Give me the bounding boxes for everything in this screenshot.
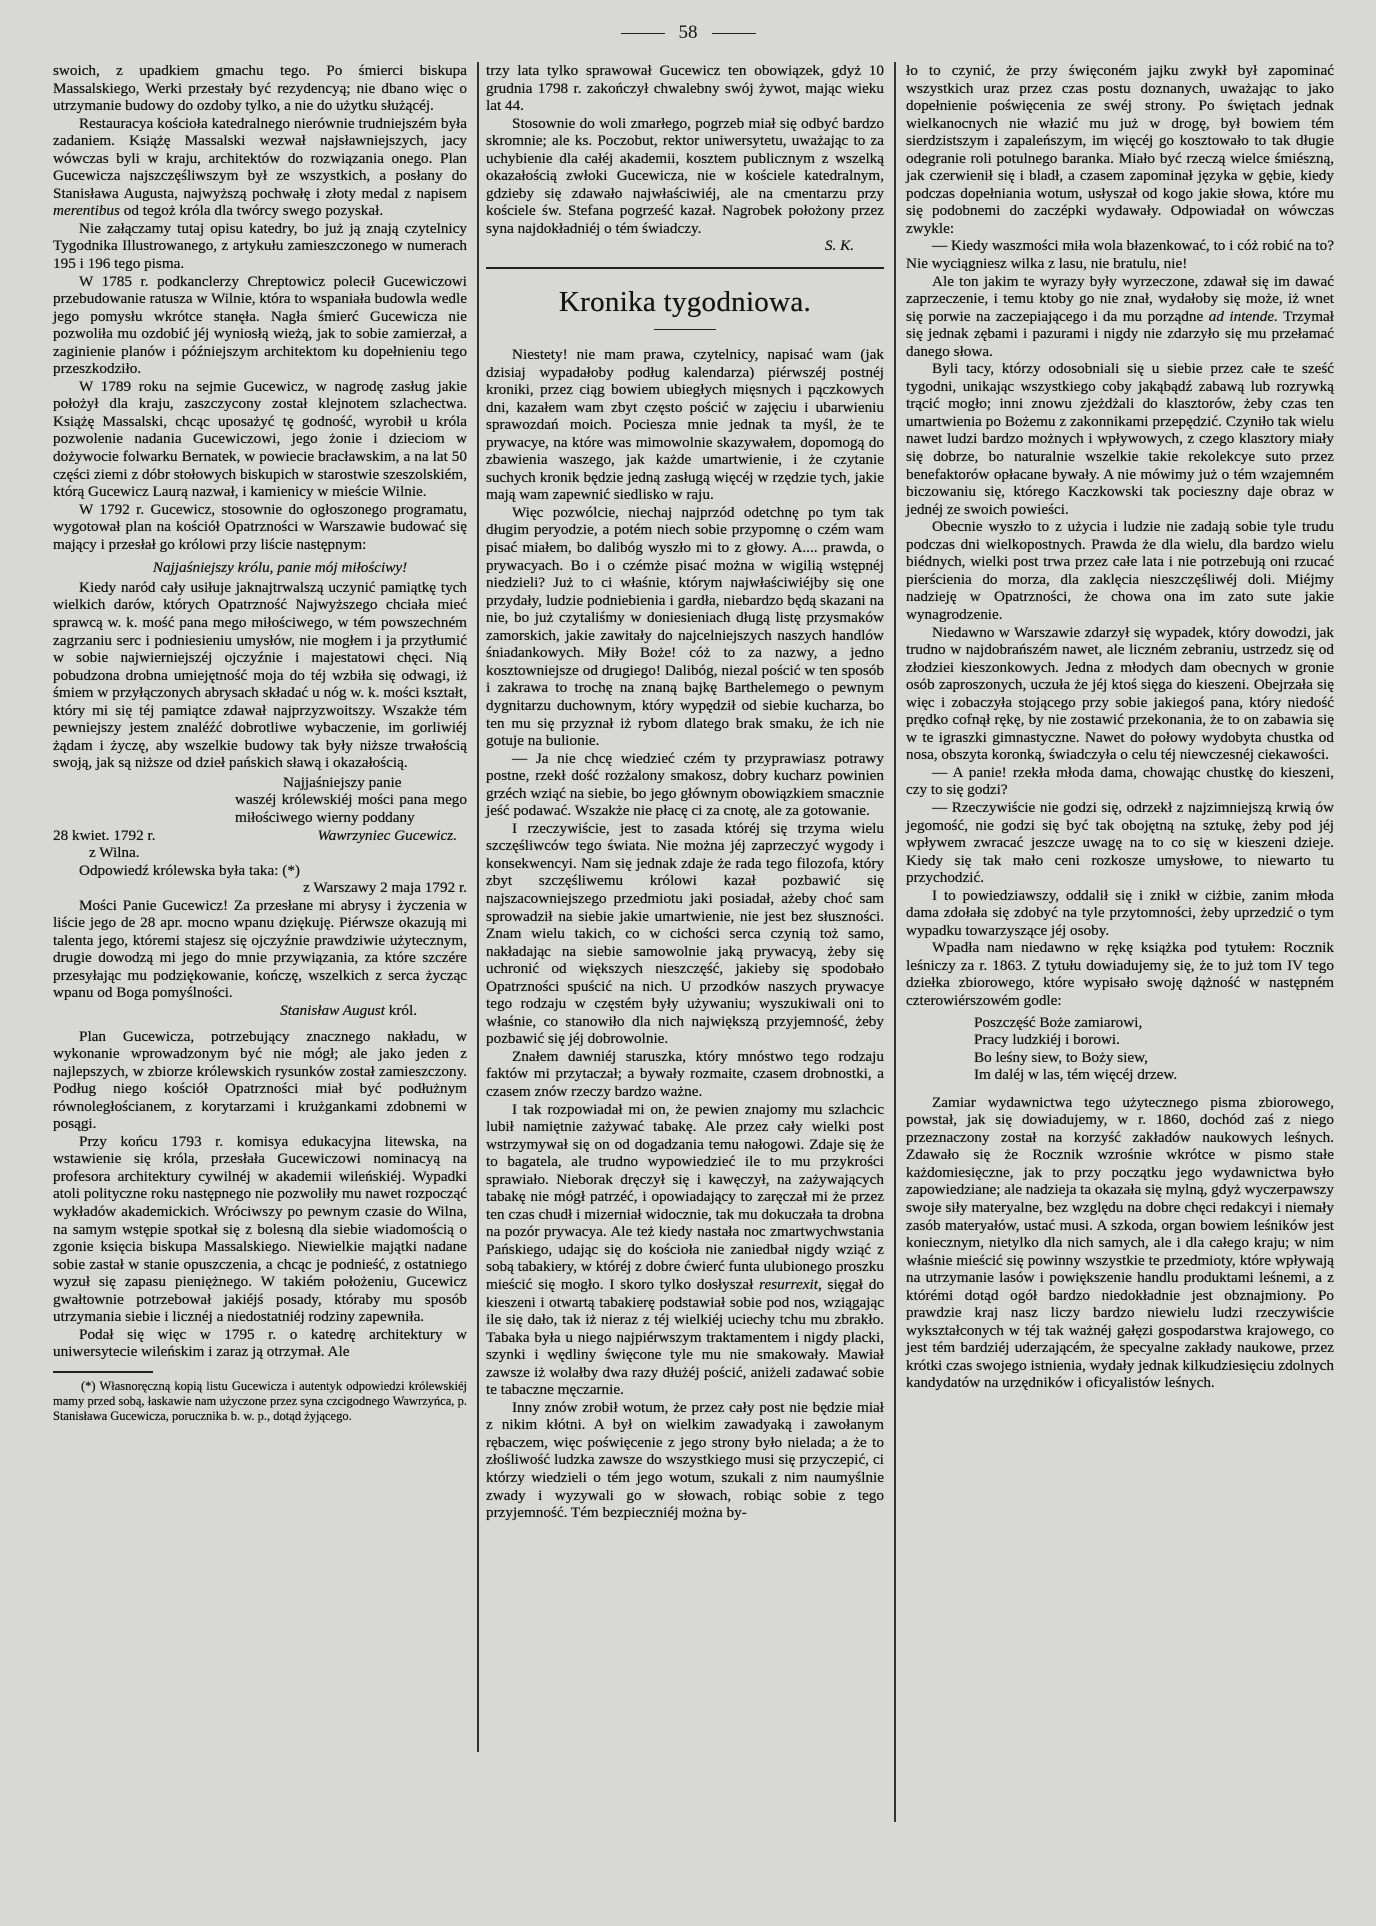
text-run: I tak rozpowiadał mi on, że pewien znajomy mu szlachcic lubił namiętnie zażywać tabakę. Ale przez cały wielki post wstrzymywał się on od dogadzania temu nałogowi. Zdaje się że to bagatela, ale trudno wypowiedzieć ile to mu przykrości sprawiało. Nieborak dręczył się i kawęczył, na zażywających tabakę nie mógł patrzéć, i opowiadający to zaręczał mi że przez ten czas chudł i mizerniał widocznie, tak mu dokuczała ta drobna na pozór prywacya. Ale też kiedy nastała noc zmartwychwstania Pańskiego, udając się do kościoła nie zaniedbał nigdy wziąć z sobą tabakiery, w któréj z dobre ćwierć funta ulubionego proszku mieścić się mogło. I skoro tylko dosłyszał: [486, 1100, 884, 1293]
paragraph: W 1785 r. podkanclerzy Chreptowicz polecił Gucewiczowi przebudowanie ratusza w Wilnie, która to wspaniała budowla wedle jego pomysłu wkrótce stanęła. Nagła śmierć Gucewicza nie pozwoliła mu ozdobić jéj wyniosłą wieżą, jak to sobie zamierzał, a zaginienie planów i późniejszym architektom ku dopełnieniu tego przeszkodziło.: [53, 272, 467, 378]
text-run: król.: [384, 1001, 417, 1019]
paragraph: Mości Panie Gucewicz! Za przesłane mi abrysy i życzenia w liście jego de 28 apr. mocno wpanu dziękuję. Piérwsze okazują mi talenta jego, któremi stajesz się ojczyźnie prawdziwie użytecznym, drugie dowodzą mi jego do mnie przywiązania, za które szczére przesyłając mu podziękowanie, kończę, wszelkich z serca życząc wpanu od Boga pomyślności.: [53, 896, 467, 1002]
column-divider: [477, 62, 479, 1752]
paragraph: Inny znów zrobił wotum, że przez cały post nie będzie miał z nikim kłótni. A był on wielkim zawadyaką i zawołanym rębaczem, więc poświęcenie z jego strony było nielada; a że to złośliwość ludzka zawsze do wszystkiego musi się przyczepić, ci którzy wiedzieli o tém jego wotum, szukali z nim naumyślnie zwady i wyzywali go w słowach, robiąc sobie z tego przyjemność. Tém bezpieczniéj można by-: [486, 1398, 884, 1522]
verse-line: Im daléj w las, tém więcéj drzew.: [974, 1066, 1178, 1084]
letter-salutation: Najjaśniejszy królu, panie mój miłościwy!: [152, 559, 408, 577]
verse-line: Bo leśny siew, to Boży siew,: [974, 1048, 1148, 1066]
paragraph-continued: swoich, z upadkiem gmachu tego. Po śmierci biskupa Massalskiego, Werki przestały być rezydencyą; nie dbano więc o utrzymanie budowy do ozdoby tylko, a nie do użytku służącéj.: [53, 62, 467, 115]
paragraph: [486, 1101, 884, 1399]
title-underline: [654, 329, 716, 330]
author-initials: S. K.: [824, 237, 854, 255]
letter-dateline: z Warszawy 2 maja 1792 r.: [303, 879, 467, 897]
paragraph: Niedawno w Warszawie zdarzył się wypadek, który dowodzi, jak trudno w najdobrańszém nawet, ale liczném zebraniu, ustrzedz się od złodziei kieszonkowych. Jedna z młodych dam obecnych w gronie osób zaproszonych, uczuła że jéj ktoś sięga do kieszeni. Obejrzała się więc i zobaczyła stojącego przy sobie jakiegoś pana, który niedość prędko cofnął rękę, by nie zostawić przekonania, że to on zabawia się w te igraszki gimnastyczne. Nawet do połowy wydobyta chustka od nosa, obszyta koronką, świadczyła o celu téj niewczesnéj ciekawości.: [906, 623, 1334, 764]
page-header: [0, 22, 1376, 44]
verse-line: Pracy ludzkiéj i borowi.: [974, 1031, 1120, 1049]
text-run: Restauracya kościoła katedralnego nierównie trudniejszém była zadaniem. Książę Massalski wezwał najsławniejszych, jacy wówczas byli w kraju, architektów do rozwiązania onego. Plan Gucewicza najszczęśliwszym był ze wszystkich, a posłany do Stanisława Augusta, najwyższą pochwałę i złoty medal z napisem: [53, 114, 467, 202]
letter-date: 28 kwiet. 1792 r.: [53, 826, 156, 844]
paragraph: W 1789 roku na sejmie Gucewicz, w nagrodę zasług jakie położył dla kraju, zaszczycony został klejnotem szlachectwa. Książę Massalski, chcąc uposażyć tę godność, wyrobił u króla pozwolenie nadania Gucewiczowi, jego żonie i dzieciom w dożywocie folwarku Bernatek, w powiecie bracławskim, a na lat 50 części ziemi z dóbr stołowych biskupich w starostwie szeszolskiém, którą Gucewicz Laurą nazwał, i kamienicy w mieście Wilnie.: [53, 377, 467, 501]
section-title: Kronika tygodniowa.: [558, 286, 812, 319]
section-divider: [486, 267, 884, 269]
letter-signature-row: [53, 827, 467, 862]
paragraph: — Kiedy waszmości miła wola błazenkować, to i cóż robić na to? Nie wyciągniesz wilka z lasu, nie bratulu, nie!: [906, 237, 1334, 273]
text-run: od tegoż króla dla twórcy swego pozyskał.: [119, 202, 384, 220]
letter-closing: [235, 774, 467, 827]
italic-text: Stanisław August: [280, 1001, 385, 1019]
paragraph: Plan Gucewicza, potrzebujący znacznego nakładu, w wykonanie wprowadzonym być nie mógł; ale jako jeden z najlepszych, w zbiorze królewskich rysunków został zamieszczony. Podług niego kościół Opatrzności miał być podłużnym równoległościanem, z korytarzami i krużgankami zdobnemi w posągi.: [53, 1027, 467, 1133]
paragraph: Obecnie wyszło to z użycia i ludzie nie zadają sobie tyle trudu podczas dni wielkopostnych. Prawda że dla wielu, dla bardzo wielu biédnych, wielki post trwa przez całe lata i nie potrzebują oni rzucać pierścienia do morza, dla zaklęcia nieszczęśliwéj doli. Miéjmy nadzieję w Opatrzności, że chowa ona im zato sute jakie wynagrodzenie.: [906, 518, 1334, 623]
italic-text: resurrexit: [759, 1276, 818, 1293]
header-rule-right: [712, 33, 756, 34]
royal-signature: [53, 1002, 417, 1020]
paragraph: Odpowiedź królewska była taka: (*): [79, 861, 300, 879]
footnote: (*) Własnoręczną kopią listu Gucewicza i autentyk odpowiedzi królewskiéj mamy przed sobą, łaskawie nam użyczone przez syna czcigodnego Wawrzyńca, p. Stanisława Gucewicza, porucznika b. w. p., dotąd żyjącego.: [53, 1378, 467, 1423]
paragraph: Byli tacy, którzy odosobniali się u siebie przez całe te sześć tygodni, unikając wszystkiego coby jakąbądź zabawą lub rozrywką trącić mogło; inni znowu zjeżdżali do klasztorów, żeby czas ten umartwienia po Bożemu z zakonnikami przepędzić. Czyniło tak wielu nawet ludzi bardzo możnych i wpływowych, z czego klasztory miały się dobrze, bo naturalnie wszelkie takie rekolekcye suto przez benefaktorów opłacane bywały. A nie mówimy już o tém wzajemném biczowaniu się, którego Kaczkowski tak pocieszny daje obraz w jednéj ze swoich powieści.: [906, 360, 1334, 518]
letter-date-place: [53, 827, 156, 862]
paragraph: Znałem dawniéj staruszka, który mnóstwo tego rodzaju faktów mi przytaczał; a bywały rozmaite, czasem drobnostki, a czasem znów rzeczy bardzo ważne.: [486, 1047, 884, 1100]
paragraph: Zamiar wydawnictwa tego użytecznego pisma zbiorowego, powstał, jak się dowiadujemy, w r. 1860, dochód zaś z niego przeznaczony został na korzyść zakładów naukowych leśnych. Zdawało się że Rocznik wzrośnie wkrótce w pismo stałe każdomiesięczne, jak to przy początku jego wydawnictwa było zapowiedziane; ale nadzieja ta okazała się mylną, gdyż wyczerpawszy swoje siły materyalne, bez względu na dobre chęci redakcyi i niemały zasób materyałów, ustać musi. A szkoda, organ bowiem leśników jest koniecznym, nietylko dla nich samych, ale i dla całego kraju; w nim właśnie mieścić się powinny wszystkie te przedmioty, które wpływają na utrzymanie lasów i powiększenie handlu produktami leśnemi, a z którémi dotąd ogół bardzo niedokładnie jest obznajmiony. Po prawdzie kraj nasz liczy bardzo niewielu ludzi rzeczywiście wykształconych w téj tak ważnéj gałęzi gospodarstwa krajowego, co jest tém bardziéj uderzającém, że specyalne zakłady naukowe, przez krótki czas swojego istnienia, wydały jednak kilkudziesięciu zdolnych kandydatów na urzędników i oficyalistów leśnych.: [906, 1093, 1334, 1392]
italic-text: ad intende.: [1208, 307, 1278, 325]
footnote-rule: [53, 1371, 153, 1373]
column-divider: [894, 62, 896, 1822]
paragraph: [906, 273, 1334, 361]
page-number: 58: [678, 22, 698, 43]
paragraph: Podał się więc w 1795 r. o katedrę architektury w uniwersytecie wileńskim i zaraz ją otrzymał. Ale: [53, 1325, 467, 1361]
closing-line: waszéj królewskiéj mości pana mego miłościwego wierny poddany: [235, 791, 467, 826]
text-run: , sięgał do kieszeni i otwartą tabakierę podstawiał sobie pod nos, wziągając ile się dało, tak iż nieraz z téj wielkiéj uciechy tchu mu zbrakło. Tabaka była u niego najpiérwszym traktamentem i nigdy placki, szynki i wędliny święcone tyle mu nie smakowały. Mawiał zawsze iż wolałby dwa razy dłużéj pościć, aniżeli zadawać sobie te tabaczne męczarnie.: [486, 1276, 884, 1399]
paragraph: — A panie! rzekła młoda dama, chowając chustkę do kieszeni, czy to się godzi?: [906, 763, 1334, 799]
paragraph: Wpadła nam niedawno w rękę książka pod tytułem: Rocznik leśniczy za r. 1863. Z tytułu dowiadujemy się, że to już tom IV tego dziełka zbiorowego, które wypisało swoję dążność w następném czterowiérszowém godle:: [906, 939, 1334, 1009]
paragraph-continued: trzy lata tylko sprawował Gucewicz ten obowiązek, gdyż 10 grudnia 1798 r. zakończył chwalebny swój żywot, mając wieku lat 44.: [486, 62, 884, 115]
paragraph: Niestety! nie mam prawa, czytelnicy, napisać wam (jak dzisiaj wypadałoby podług kalendarza) piérwszéj postnéj kroniki, przez ciąg bowiem ubiegłych mięsnych i pączkowych dni, kazałem wam zbyt często pościć w zajęciu i ubarwieniu sprawozdań moich. Pociesza mnie jednak ta myśl, że te prywacye, na które was mimowolnie skazywałem, dopomogą do zbawienia waszego, jak każde umartwienie, i że czytanie suchych kronik będzie jedną zasługą więcéj w rzędzie tych, jakie mają wam zapewnić siedlisko w raju.: [486, 346, 884, 504]
paragraph-continued: ło to czynić, że przy święconém jajku zwykł był zapominać wszystkich uraz przez czas postu doznanych, uważając to jako dopełnienie poświęcenia ze swéj strony. Po świętach jednak wielkanocnych nie włazić mu już w drogę, był bowiem tém sierdzistszym i zapaleńszym, im więcéj go kosztowało to tak długie odegranie roli potulnego baranka. Miało być rzeczą wielce śmiészną, jak czerwienił się i bladł, a czasem zapominał języka w gębie, kiedy podczas dopełniania wotum, usłyszał od kogo jakie słowa, które mu się podobnemi do zaczépki wydawały. Odpowiadał on wówczas zwykle:: [906, 62, 1334, 237]
column-2: [486, 62, 884, 1522]
closing-line: Najjaśniejszy panie: [283, 773, 402, 791]
paragraph: Stosownie do woli zmarłego, pogrzeb miał się odbyć bardzo skromnie; ale ks. Poczobut, rektor uniwersytetu, uważając to za uchybienie dla całéj akademii, kosztem publicznym z wszelką okazałością zwłoki Gucewicza, nie w kościele katedralnym, gdzieby się zdawało najwłaściwiéj, ale na cmentarzu przy kościele św. Stefana pogrześć kazał. Nagrobek położony przez syna najdokładniéj o tém świadczy.: [486, 114, 884, 237]
motto-verse: [974, 1014, 1334, 1084]
header-rule-left: [621, 33, 665, 34]
paragraph: I rzeczywiście, jest to zasada któréj się trzyma wielu szczęśliwców tego świata. Nie można jéj zaprzeczyć wygody i konsekwencyi. Nam się jednak zdaje że rada tego filozofa, który zbyt szczęśliwemu królowi kazał pozbawić się najszacowniejszego przedmiotu jaki posiadał, ażeby choć sam sprowadził na siebie jakie umartwienie, nie jest bez słuszności. Znam wielu takich, co w cichości serca czynią toż samo, nakładając na siebie samowolnie jaką prywacyą, żeby się uchronić od większych nieszczęść, jakieby się spodobało Opatrzności spuścić na nich. U przodków naszych prywacye tego rodzaju w częstém były używaniu; wyszukiwali oni to właśnie, co stanowiło dla nich największą przyjemność, żeby pozbawić się jéj dobrowolnie.: [486, 819, 884, 1048]
column-3: [906, 62, 1334, 1392]
verse-line: Poszczęść Boże zamiarowi,: [974, 1013, 1143, 1031]
paragraph: Przy końcu 1793 r. komisya edukacyjna litewska, na wstawienie się króla, przesłała Gucewiczowi nominacyą na profesora architektury cywilnéj w akademii wileńskiéj. Wypadki atoli polityczne roku następnego nie pozwoliły mu nawet rozpocząć wykładów akademickich. Wróciwszy po pewnym czasie do Wilna, na samym wstępie spotkał się z bolesną dla siebie wiadomością o zgonie księcia biskupa Massalskiego. Niewielkie majątki nadane sobie zastał w stanie opuszczenia, a chcąc je podnieść, z ostatniego wyzuł się zapasu pieniężnego. W takiém położeniu, Gucewicz gwałtownie potrzebował jakiéjś posady, któraby mu sposób utrzymania siebie i licznéj a niedostatniéj rodziny zapewniła.: [53, 1132, 467, 1326]
italic-text: merentibus: [53, 202, 120, 220]
paragraph: W 1792 r. Gucewicz, stosownie do ogłoszonego programatu, wygotował plan na kościół Opatrzności w Warszawie budować się mający i przesłał go królowi przy liście następnym:: [53, 500, 467, 553]
letter-signature: Wawrzyniec Gucewicz.: [317, 826, 457, 844]
text-run: Trzymał się jednak zębami i pazurami i nigdy nie zdarzyło się mu przełamać danego słowa.: [906, 307, 1335, 360]
paragraph: I to powiedziawszy, oddalił się i znikł w ciżbie, zanim młoda dama zdołała się zdobyć na tyle przytomności, żeby uprzedzić o tym wypadku towarzyszące jéj osoby.: [906, 886, 1334, 939]
paragraph: Więc pozwólcie, niechaj najprzód odetchnę po tym tak długim peryodzie, a potém niech sobie przypomnę o czém wam pisać miałem, bo dalibóg wyszło mi to z głowy. A.... prawda, o prywacyach. Bo i o czémże pisać można w wigilią wstępnéj niedzieli? Już to ci właśnie, którym najwłaściwiéjby się one przydały, ludzie podniebienia i gardła, niebardzo będą skazani na nie, bo już czytaliśmy w doniesieniach długą listę przysmaków zamorskich, jakie zawitały do najcelniejszych naszych handlów śniadankowych. Miły Boże! cóż to za nazwy, a jedno kosztowniejsze od drugiego! Dalibóg, niezal pościć w ten sposób i zakrawa to trochę na znaną bajkę Barthelemego o pewnym dygnitarzu duchownym, który wypędził od siebie kucharza, bo ten mu się przyznał iż rybom dlatego brak smaku, że ich nie gotuje na bulionie.: [486, 503, 884, 750]
paragraph: — Rzeczywiście nie godzi się, odrzekł z najzimniejszą krwią ów jegomość, nie godzi się być tak obojętną na sztukę, żeby pod jéj wpływem zwracać jeszcze uwagę na to co się w kieszeni dzieje. Kiedy się tak mało ceni rozkosze umysłowe, to niewarto tu przychodzić.: [906, 798, 1334, 887]
text-run: Ale ton jakim te wyrazy były wyrzeczone, zdawał się im dawać zaprzeczenie, i temu ktoby go nie znał, wydałoby się może, iż wnet się porwie na zaczepiającego i da mu porządne: [906, 272, 1334, 325]
paragraph: Kiedy naród cały usiłuje jaknajtrwalszą uczynić pamiątkę tych wielkich darów, których Opatrzność Najwyższego chciała mieć sprawcą w. k. mość pana mego miłościwego, w tém powszechném zagrzaniu serc i podniesieniu umysłów, nie mogłem i ja przytłumić w sobie najwierniejszéj ojczyźnie i majestatowi chęci. Nią pobudzona drobna umiejętność moja do téj wzbiła się odwagi, iż śmiem w przyłączonych abrysach składać u nóg w. k. mości kształt, który mi się téj pamiątce zdawał najprzyzwoitszy. Wszakże tém pewniejszy jestem znaléźć dobrotliwe wybaczenie, im gorliwiéj żądam i życzę, aby wszelkie budowy tak były niższe trwałością swoją, jak są niższe od dzieł pańskich sławą i okazałością.: [53, 578, 467, 772]
paragraph: [53, 115, 467, 220]
column-1: [53, 62, 467, 1424]
letter-place: z Wilna.: [89, 844, 140, 862]
paragraph: — Ja nie chcę wiedzieć czém ty przyprawiasz potrawy postne, rzekł dość rozżalony smakosz, dobry kucharz powinien grzéch wziąć na siebie, bo jego głównym obowiązkiem smacznie jeść podawać. Wszakże nie płacę ci za cnotę, ale za gotowanie.: [486, 749, 884, 820]
paragraph: Nie załączamy tutaj opisu katedry, bo już ją znają czytelnicy Tygodnika Illustrowanego, z artykułu zamieszczonego w numerach 195 i 196 tego pisma.: [53, 219, 467, 273]
